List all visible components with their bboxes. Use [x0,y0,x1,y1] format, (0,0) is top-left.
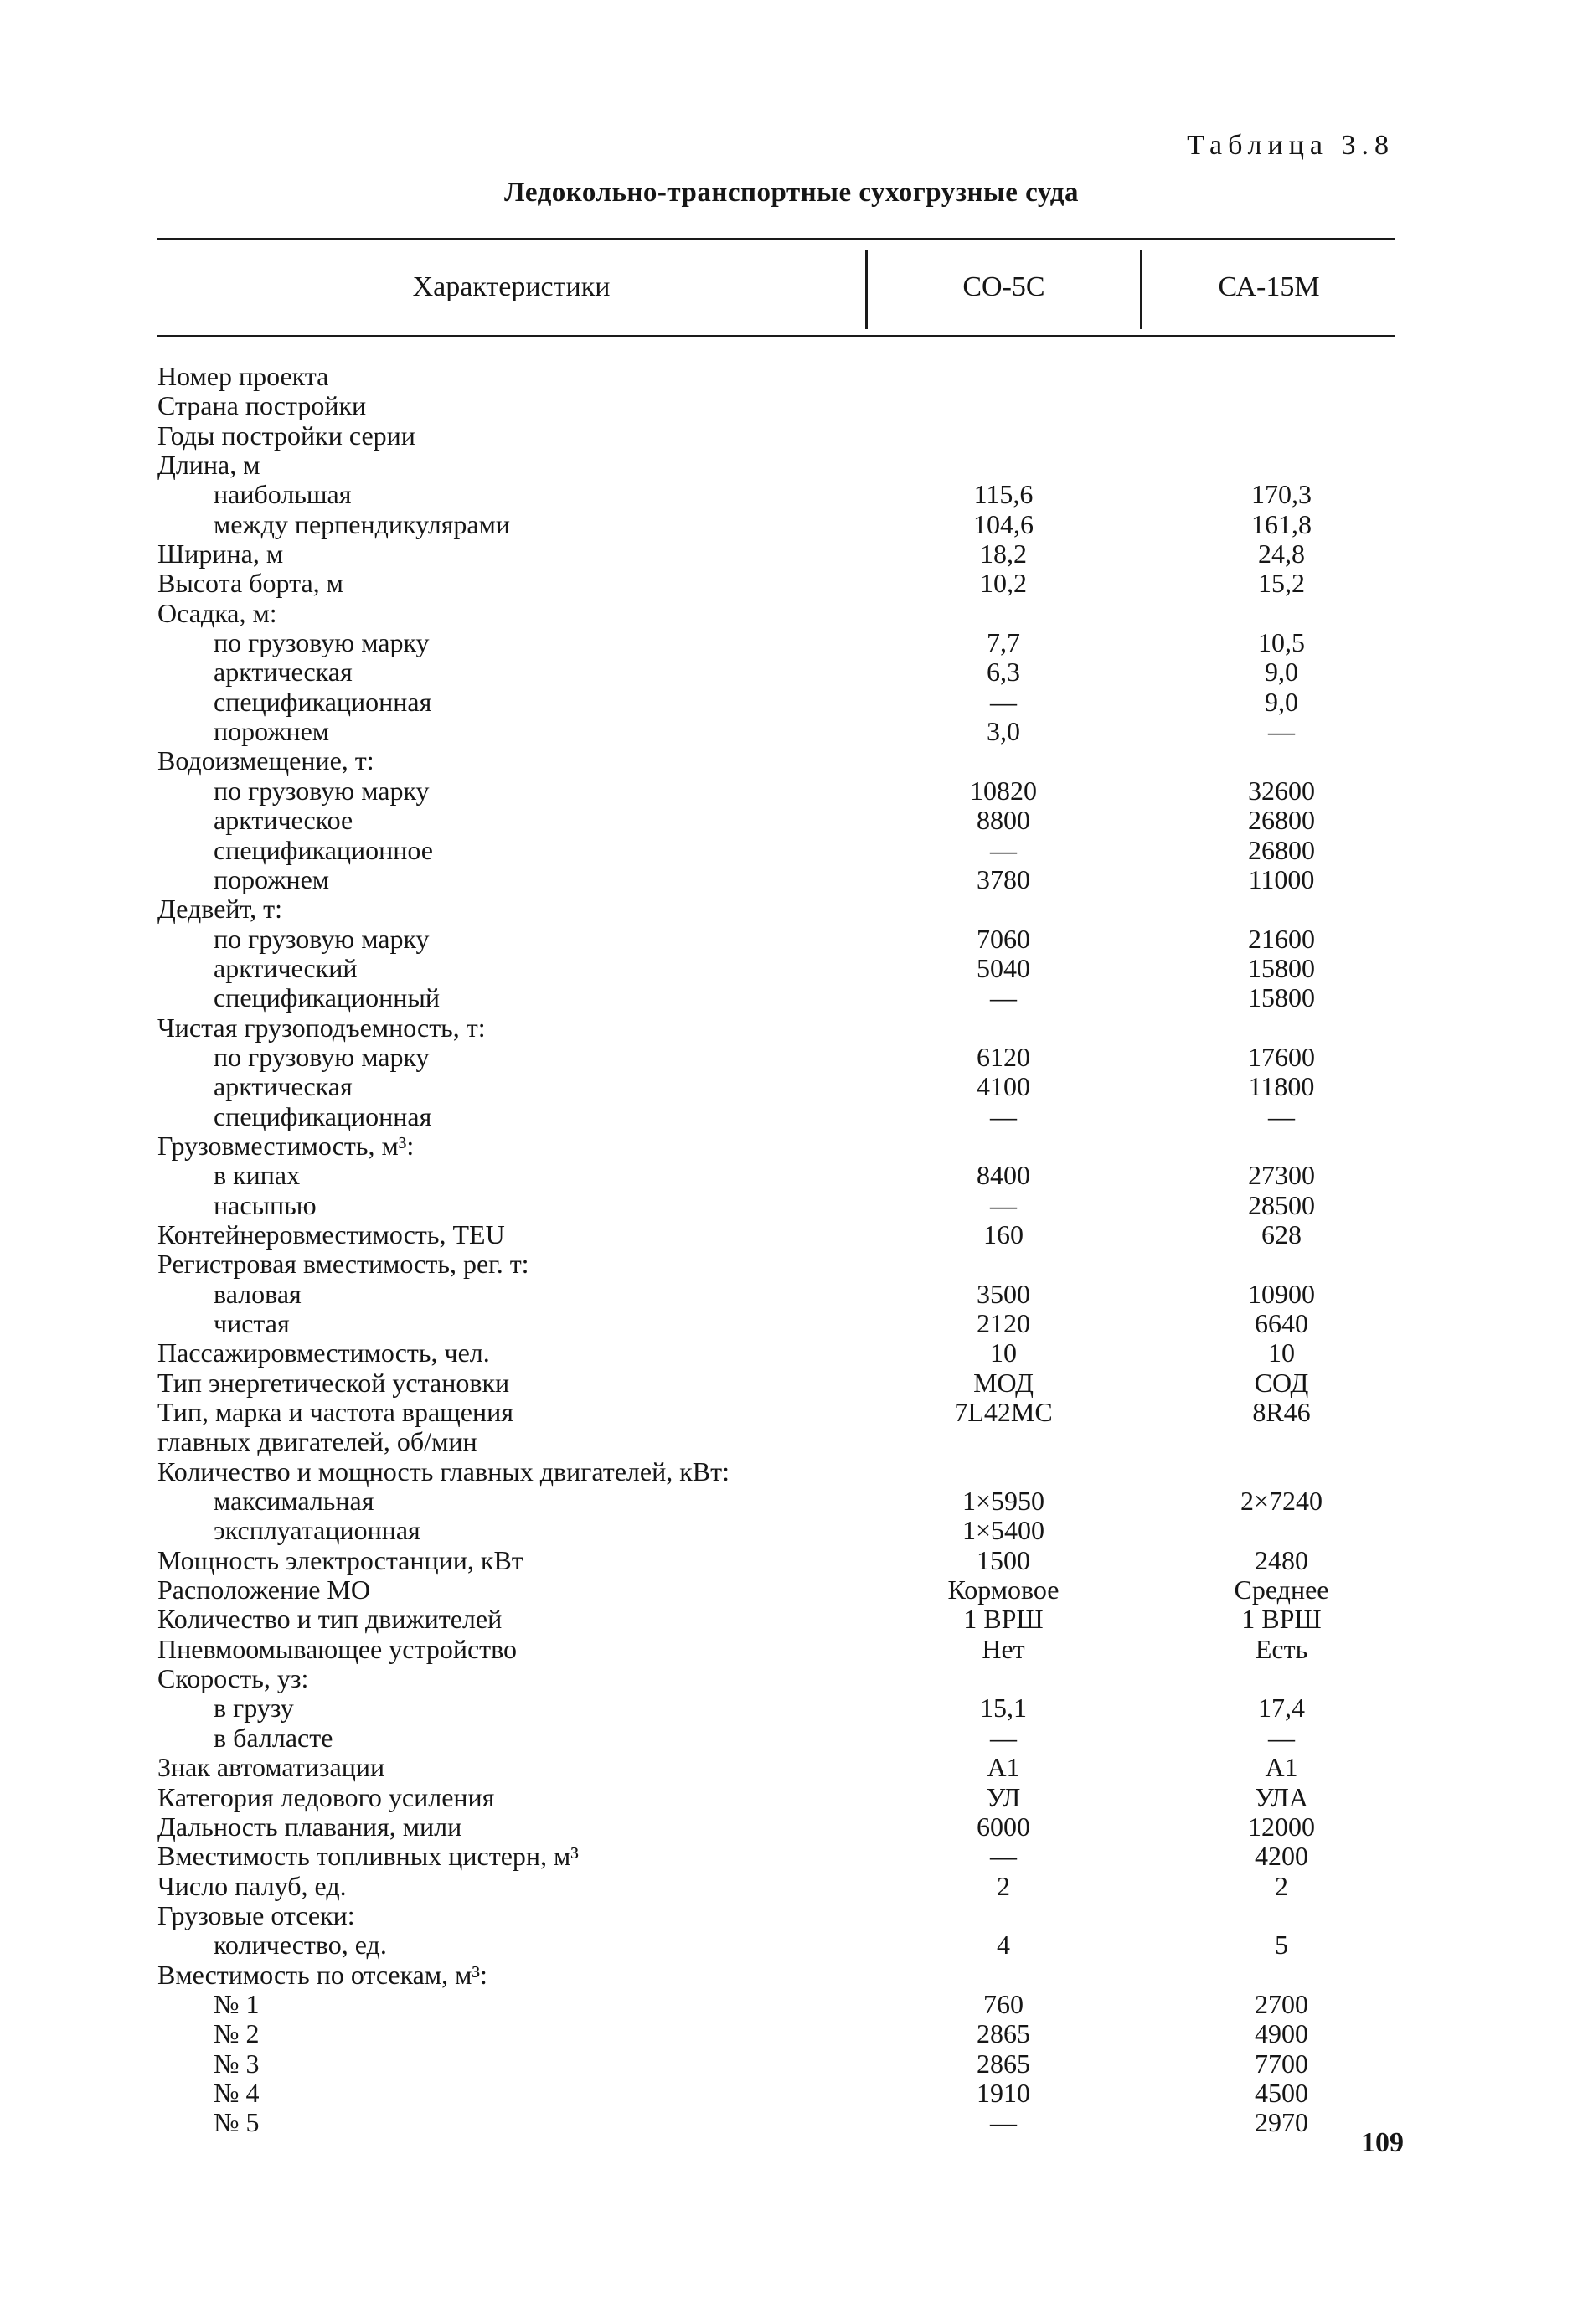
table-row [0,539,1583,569]
header-bottom-rule [157,335,1395,337]
cell-so-5s: 2120 [977,1308,1030,1338]
cell-so-5s: 3,0 [987,716,1020,747]
row-label: № 3 [214,2048,260,2079]
row-label: Тип энергетической установки [157,1367,510,1398]
row-label: главных двигателей, об/мин [157,1426,477,1457]
table-row [0,865,1583,894]
row-label: № 2 [214,2018,260,2049]
cell-so-5s: 3780 [977,863,1030,894]
cell-so-5s: 160 [983,1219,1024,1250]
row-label: по грузовую марку [214,627,430,658]
row-label: арктическая [214,1071,353,1102]
row-label: валовая [214,1278,302,1309]
cell-sa-15m: 15,2 [1258,568,1305,599]
cell-so-5s: — [990,1189,1017,1220]
row-label: Водоизмещение, т: [157,745,374,776]
table-row [0,1753,1583,1782]
table-row [0,1368,1583,1398]
table-row [0,362,1583,391]
cell-so-5s: Кормовое [947,1574,1060,1605]
table-row [0,1338,1583,1368]
table-row [0,1635,1583,1664]
cell-so-5s: 10820 [970,775,1037,806]
table-row [0,1102,1583,1131]
table-row [0,2049,1583,2079]
table-row [0,628,1583,657]
table-row [0,1724,1583,1753]
header-sa-15m: СА-15М [1218,271,1320,302]
row-label: Страна постройки [157,390,367,421]
cell-so-5s: 7060 [977,923,1030,954]
cell-so-5s: 2865 [977,2048,1030,2079]
table-top-rule [157,238,1395,240]
row-label: № 1 [214,1988,260,2019]
row-label: Контейнеровместимость, TEU [157,1219,505,1250]
cell-sa-15m: 10900 [1248,1278,1315,1309]
cell-sa-15m: 11000 [1248,863,1315,894]
cell-so-5s: 6000 [977,1811,1030,1842]
row-label: Грузовместимость, м³: [157,1130,415,1161]
table-row [0,1013,1583,1043]
table-row [0,451,1583,480]
cell-so-5s: — [990,686,1017,717]
cell-sa-15m: — [1268,716,1295,747]
cell-so-5s: 10,2 [980,568,1027,599]
row-label: по грузовую марку [214,1041,430,1072]
cell-so-5s: 8400 [977,1160,1030,1191]
row-label: Регистровая вместимость, рег. т: [157,1249,529,1280]
cell-so-5s: — [990,2107,1017,2138]
cell-so-5s: — [990,834,1017,865]
table-row [0,1842,1583,1871]
table-row [0,806,1583,835]
cell-so-5s: 4100 [977,1071,1030,1102]
row-label: количество, ед. [214,1930,387,1961]
table-number-label: Таблица 3.8 [1187,130,1395,161]
cell-sa-15m: 15800 [1248,952,1315,983]
table-row [0,1575,1583,1605]
cell-so-5s: 15,1 [980,1693,1027,1724]
cell-sa-15m: 26800 [1248,834,1315,865]
row-label: Пневмоомывающее устройство [157,1633,518,1664]
row-label: наибольшая [214,479,352,510]
table-row [0,1309,1583,1338]
cell-sa-15m: 28500 [1248,1189,1315,1220]
table-row [0,688,1583,717]
cell-sa-15m: УЛА [1255,1781,1308,1812]
cell-sa-15m: 2970 [1255,2107,1308,2138]
table-row [0,1220,1583,1250]
table-row [0,1961,1583,1990]
cell-sa-15m: 32600 [1248,775,1315,806]
cell-sa-15m: 170,3 [1251,479,1312,510]
cell-sa-15m: 4900 [1255,2018,1308,2049]
table-row [0,1605,1583,1634]
cell-so-5s: УЛ [986,1781,1021,1812]
cell-sa-15m: 161,8 [1251,508,1312,539]
cell-so-5s: Нет [982,1633,1025,1664]
cell-so-5s: 7L42MC [954,1397,1053,1428]
table-row [0,954,1583,983]
row-label: Осадка, м: [157,597,277,628]
cell-so-5s: 8800 [977,805,1030,836]
cell-so-5s: 1910 [977,2077,1030,2108]
cell-sa-15m: Есть [1255,1633,1308,1664]
cell-sa-15m: 6640 [1255,1308,1308,1338]
table-body [0,362,1583,2138]
cell-so-5s: 4 [997,1930,1010,1961]
table-row [0,421,1583,451]
table-row [0,1131,1583,1161]
cell-sa-15m: — [1268,1722,1295,1753]
cell-so-5s: 1 ВРШ [963,1604,1044,1635]
cell-so-5s: 10 [990,1337,1017,1368]
row-label: Количество и мощность главных двигателей, кВт: [157,1456,730,1487]
row-label: Дальность плавания, мили [157,1811,462,1842]
cell-so-5s: A1 [987,1752,1020,1783]
table-row [0,1191,1583,1220]
table-row [0,1250,1583,1279]
table-row [0,1398,1583,1427]
table-row [0,1457,1583,1487]
header-so-5s: СО-5С [962,271,1045,302]
row-label: по грузовую марку [214,923,430,954]
table-row [0,746,1583,776]
row-label: Чистая грузоподъемность, т: [157,1012,486,1043]
row-label: Годы постройки серии [157,420,415,451]
table-row [0,1546,1583,1575]
table-row [0,480,1583,509]
row-label: по грузовую марку [214,775,430,806]
table-row [0,599,1583,628]
table-row [0,1516,1583,1545]
cell-sa-15m: 7700 [1255,2048,1308,2079]
cell-so-5s: — [990,982,1017,1013]
cell-sa-15m: 27300 [1248,1160,1315,1191]
cell-sa-15m: 15800 [1248,982,1315,1013]
table-row [0,657,1583,687]
cell-sa-15m: 5 [1275,1930,1288,1961]
table-row [0,1990,1583,2019]
cell-so-5s: 18,2 [980,538,1027,569]
cell-sa-15m: 21600 [1248,923,1315,954]
cell-so-5s: 2865 [977,2018,1030,2049]
row-label: максимальная [214,1486,374,1517]
cell-sa-15m: 2480 [1255,1544,1308,1575]
header-characteristics: Характеристики [412,271,611,302]
cell-so-5s: 2 [997,1870,1010,1901]
cell-sa-15m: 9,0 [1265,686,1298,717]
table-row [0,1072,1583,1101]
cell-sa-15m: 11800 [1248,1071,1315,1102]
row-label: Вместимость по отсекам, м³: [157,1959,487,1990]
cell-so-5s: 3500 [977,1278,1030,1309]
row-label: арктическое [214,805,353,836]
table-row [0,1487,1583,1516]
table-row [0,391,1583,420]
cell-sa-15m: 9,0 [1265,657,1298,688]
cell-so-5s: МОД [973,1367,1034,1398]
row-label: Расположение МО [157,1574,370,1605]
page-number: 109 [1361,2127,1404,2158]
table-row [0,1280,1583,1309]
table-row [0,925,1583,954]
row-label: порожнем [214,716,330,747]
cell-sa-15m: A1 [1265,1752,1298,1783]
cell-so-5s: 5040 [977,952,1030,983]
row-label: Тип, марка и частота вращения [157,1397,513,1428]
cell-sa-15m: 26800 [1248,805,1315,836]
row-label: спецификационный [214,982,441,1013]
cell-so-5s: 760 [983,1988,1024,2019]
row-label: в кипах [214,1160,301,1191]
table-row [0,717,1583,746]
row-label: № 4 [214,2077,260,2108]
table-row [0,1783,1583,1812]
row-label: Число палуб, ед. [157,1870,347,1901]
table-row [0,1872,1583,1901]
row-label: Категория ледового усиления [157,1781,495,1812]
row-label: насыпью [214,1189,317,1220]
cell-sa-15m: 1 ВРШ [1241,1604,1322,1635]
cell-sa-15m: 17,4 [1258,1693,1305,1724]
cell-so-5s: — [990,1100,1017,1131]
table-row [0,894,1583,924]
table-row [0,510,1583,539]
table-row [0,983,1583,1013]
row-label: Знак автоматизации [157,1752,385,1783]
cell-so-5s: 104,6 [973,508,1034,539]
row-label: спецификационное [214,834,433,865]
cell-so-5s: 6,3 [987,657,1020,688]
cell-sa-15m: 4500 [1255,2077,1308,2108]
row-label: Мощность электростанции, кВт [157,1544,523,1575]
table-row [0,2079,1583,2108]
cell-sa-15m: 17600 [1248,1041,1315,1072]
cell-sa-15m: 24,8 [1258,538,1305,569]
row-label: в балласте [214,1722,333,1753]
cell-sa-15m: СОД [1254,1367,1309,1398]
table-title: Ледокольно-транспортные сухогрузные суда [504,178,1079,208]
row-label: арктическая [214,657,353,688]
cell-sa-15m: 2 [1275,1870,1288,1901]
row-label: Ширина, м [157,538,284,569]
cell-sa-15m: 10,5 [1258,627,1305,658]
cell-sa-15m: 4200 [1255,1841,1308,1872]
row-label: Скорость, уз: [157,1663,309,1694]
row-label: Длина, м [157,450,260,481]
cell-so-5s: 1×5400 [962,1515,1045,1546]
row-label: спецификационная [214,1100,432,1131]
row-label: Высота борта, м [157,568,343,599]
row-label: Номер проекта [157,361,329,391]
table-row [0,1664,1583,1693]
cell-sa-15m: 2×7240 [1240,1486,1323,1517]
row-label: порожнем [214,863,330,894]
table-row [0,1161,1583,1190]
cell-sa-15m: Среднее [1234,1574,1329,1605]
row-label: спецификационная [214,686,432,717]
cell-sa-15m: 12000 [1248,1811,1315,1842]
row-label: чистая [214,1308,290,1338]
cell-sa-15m: 628 [1261,1219,1302,1250]
table-row [0,1812,1583,1842]
row-label: в грузу [214,1693,294,1724]
table-row [0,2108,1583,2137]
row-label: Пассажировместимость, чел. [157,1337,490,1368]
table-row [0,1427,1583,1456]
cell-sa-15m: 2700 [1255,1988,1308,2019]
row-label: арктический [214,952,358,983]
row-label: эксплуатационная [214,1515,420,1546]
table-row [0,1930,1583,1960]
cell-so-5s: — [990,1841,1017,1872]
row-label: № 5 [214,2107,260,2138]
row-label: Грузовые отсеки: [157,1899,355,1930]
cell-so-5s: 6120 [977,1041,1030,1072]
cell-so-5s: 7,7 [987,627,1020,658]
cell-so-5s: 1500 [977,1544,1030,1575]
table-row [0,569,1583,598]
table-row [0,1693,1583,1723]
table-row [0,776,1583,806]
table-row [0,2019,1583,2048]
table-row [0,1901,1583,1930]
row-label: Количество и тип движителей [157,1604,503,1635]
row-label: Дедвейт, т: [157,894,282,925]
row-label: Вместимость топливных цистерн, м³ [157,1841,579,1872]
cell-sa-15m: — [1268,1100,1295,1131]
cell-so-5s: 115,6 [973,479,1034,510]
row-label: между перпендикулярами [214,508,510,539]
table-row [0,1043,1583,1072]
table-row [0,836,1583,865]
cell-so-5s: — [990,1722,1017,1753]
cell-so-5s: 1×5950 [962,1486,1045,1517]
cell-sa-15m: 8R46 [1252,1397,1311,1428]
cell-sa-15m: 10 [1268,1337,1295,1368]
